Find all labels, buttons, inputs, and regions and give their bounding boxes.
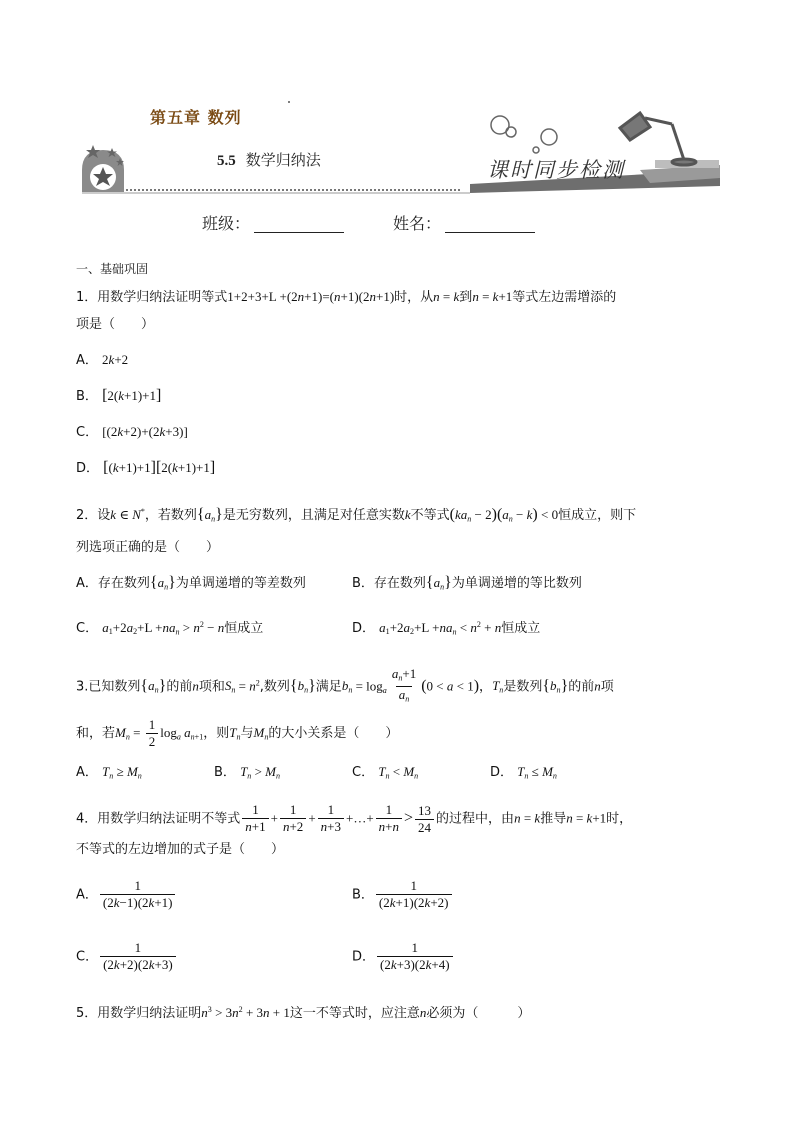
question-1-stem-2: 项是（ ） <box>76 317 155 332</box>
q4-option-d[interactable]: D． $\frac{1}{(2k+3)(2k+4)}$ <box>352 940 455 974</box>
header-banner <box>0 0 794 200</box>
question-4-stem: 4．用数学归纳法证明不等式 $\frac{1}{n+1}$ + $\frac{1}{n+2}$ + $\frac{1}{n+3}$ +…+ $\frac{1}{n+n}$ > $\frac{13}{24}$ 的过程中，由n = k推导n = k+1时， <box>76 802 633 835</box>
q4-option-c[interactable]: C． $\frac{1}{(2k+2)(2k+3)}$ <box>76 940 178 974</box>
question-2-stem-2: 列选项正确的是（ ） <box>76 540 220 555</box>
section-basic: 一、基础巩固 <box>76 262 149 276</box>
question-1-stem: 1．用数学归纳法证明等式1+2+3+L +(2n+1)=(n+1)(2n+1)时，从n = k到n = k+1等式左边需增添的 <box>76 289 617 305</box>
q3-option-b[interactable]: B． $T_n > M_n$ <box>214 764 281 781</box>
desk-lamp-icon <box>620 113 696 165</box>
bubbles-icon <box>491 116 557 153</box>
q3-option-d[interactable]: D． $T_n \le M_n$ <box>490 764 557 781</box>
name-blank <box>445 216 535 233</box>
question-5-stem: 5．用数学归纳法证明$n^3 > 3n^2 + 3n + 1$这一不等式时，应注意n必须为（ ） <box>76 1004 531 1021</box>
q2-option-c[interactable]: C． $a_1+2a_2+L +na_n > n^2 - n$恒成立 <box>76 619 264 637</box>
class-blank <box>254 216 344 233</box>
class-field <box>202 211 344 234</box>
question-4-stem-2: 不等式的左边增加的式子是（ ） <box>76 842 285 857</box>
q3-option-a[interactable]: A． $T_n \ge M_n$ <box>76 764 142 781</box>
section-heading <box>217 149 321 170</box>
section-title: 数学归纳法 <box>245 151 321 169</box>
name-label: 姓名： <box>393 214 442 233</box>
lesson-check-badge: 课时同步检测 <box>487 158 625 182</box>
q2-option-d[interactable]: D． $a_1+2a_2+L +na_n < n^2 + n$恒成立 <box>352 619 541 637</box>
question-2-stem: 2．设k ∈ N*，若数列$\{a_n\}$是无穷数列，且满足对任意实数k不等式$(ka_n - 2)(a_n - k) < 0$恒成立，则下 <box>76 505 637 524</box>
q2-option-b[interactable]: B．存在数列$\{a_n\}$为单调递增的等比数列 <box>352 574 582 592</box>
name-field <box>393 211 535 234</box>
q3-option-c[interactable]: C． $T_n < M_n$ <box>352 764 419 781</box>
q1-option-a[interactable]: A． 2k+2 <box>76 352 129 368</box>
q4-option-a[interactable]: A． $\frac{1}{(2k-1)(2k+1)}$ <box>76 878 177 912</box>
q1-option-d[interactable]: D． [(k+1)+1][2(k+1)+1] <box>76 459 216 476</box>
star-medal-icon <box>82 145 124 192</box>
section-number: 5.5 <box>217 153 236 169</box>
q2-option-a[interactable]: A．存在数列$\{a_n\}$为单调递增的等差数列 <box>76 574 306 592</box>
q1-option-c[interactable]: C． [(2k+2)+(2k+3)] <box>76 424 188 440</box>
q1-option-b[interactable]: B． [2(k+1)+1] <box>76 387 162 404</box>
chapter-title: 第五章 数列 <box>150 108 242 127</box>
q4-option-b[interactable]: B． $\frac{1}{(2k+1)(2k+2)}$ <box>352 878 454 912</box>
question-3-stem-2: 和，若$M_n$ = $\frac{1}{2}$ $\log_a a_{n+1}$，则$T_n$与$M_n$的大小关系是（ ） <box>76 717 399 749</box>
class-label: 班级： <box>202 214 251 233</box>
question-3-stem: 3.已知数列$\{a_n\}$的前n项和$S_n = n^2$,数列$\{b_n\}$满足$b_n = \log_a$ $\frac{a_n+1}{a_n}$ (0 < a < 1)，$T_n$是数列$\{b_n\}$的前n项 <box>76 666 614 708</box>
